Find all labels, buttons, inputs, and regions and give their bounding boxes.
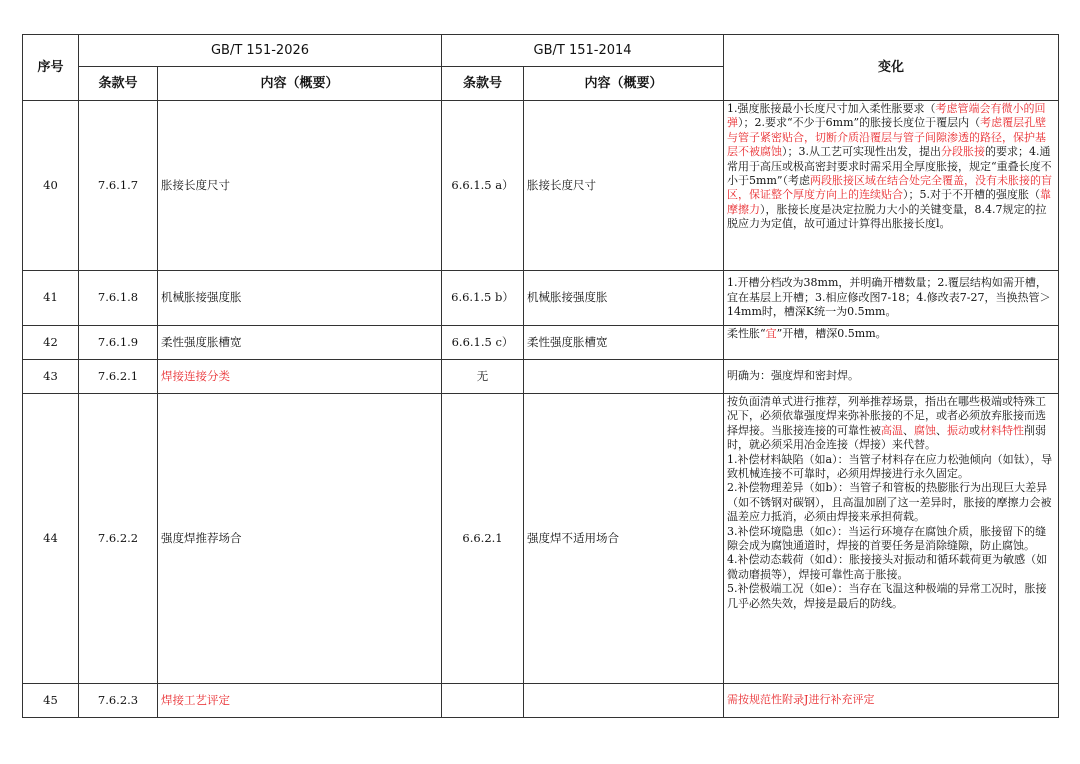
- change-text-segment: 明确为：强度焊和密封焊。: [727, 369, 860, 383]
- change-text-segment: 1.开槽分档改为38mm，并明确开槽数量；2.覆层结构如需开槽，宜在基层上开槽；3.相应修改图7-18；4.修改表7-27，当换热管＞14mm时，槽深K统一为0.5mm。: [727, 276, 1051, 319]
- row-old-clause: 6.6.1.5 a）: [442, 101, 524, 271]
- row-old-content: [524, 360, 724, 394]
- row-new-content: 机械胀接强度胀: [158, 271, 442, 326]
- change-text-segment: ）；5.对于不开槽的强度胀（: [903, 188, 1041, 202]
- change-text-segment: 腐蚀: [914, 423, 937, 437]
- row-new-content: 焊接工艺评定: [158, 684, 442, 718]
- table-row: [23, 360, 1059, 394]
- row-seq: 40: [23, 101, 79, 271]
- table-row: [23, 684, 1059, 718]
- change-text-segment: 5.补偿极端工况（如e）：当存在飞温这种极端的异常工况时，胀接几乎必然失效，焊接是最后的防线。: [727, 582, 1047, 610]
- row-new-clause: 7.6.2.2: [79, 394, 158, 684]
- row-old-content: 胀接长度尺寸: [524, 101, 724, 271]
- row-new-content: 强度焊推荐场合: [158, 394, 442, 684]
- row-old-clause: [442, 684, 524, 718]
- change-text-segment: 考虑管端会有微小的回弹: [727, 102, 1046, 130]
- header-old-standard: GB/T 151-2014: [442, 35, 724, 67]
- row-new-clause: 7.6.2.3: [79, 684, 158, 718]
- header-new-content: 内容（概要）: [158, 67, 442, 101]
- row-change: [724, 271, 1059, 326]
- change-text-segment: 分段胀接: [941, 145, 986, 159]
- change-text-segment: ）；3.从工艺可实现性出发，提出: [782, 145, 942, 159]
- header-change: 变化: [724, 35, 1059, 101]
- header-old-content: 内容（概要）: [524, 67, 724, 101]
- table-row: [23, 394, 1059, 684]
- row-new-content: 焊接连接分类: [158, 360, 442, 394]
- row-old-content: 机械胀接强度胀: [524, 271, 724, 326]
- change-text-segment: 靠摩擦力: [727, 188, 1052, 216]
- row-new-clause: 7.6.1.8: [79, 271, 158, 326]
- header-old-clause: 条款号: [442, 67, 524, 101]
- row-change: [724, 360, 1059, 394]
- row-new-clause: 7.6.1.9: [79, 326, 158, 360]
- change-text-segment: 材料特性: [980, 423, 1025, 437]
- change-text-segment: 的要求；4.通常用于高压或极高密封要求时需采用全厚度胀接，规定“重叠长度不小于5mm”（考虑: [727, 145, 1052, 188]
- change-text-segment: 振动: [947, 423, 970, 437]
- row-seq: 45: [23, 684, 79, 718]
- row-new-content: 柔性强度胀槽宽: [158, 326, 442, 360]
- row-old-content: [524, 684, 724, 718]
- table-row: [23, 271, 1059, 326]
- change-text-segment: 1.强度胀接最小长度尺寸加入柔性胀要求（: [727, 102, 936, 115]
- row-new-clause: 7.6.1.7: [79, 101, 158, 271]
- row-change: [724, 101, 1059, 271]
- change-text-segment: 高温: [881, 423, 904, 437]
- row-change: [724, 326, 1059, 360]
- row-old-content: 强度焊不适用场合: [524, 394, 724, 684]
- row-seq: 44: [23, 394, 79, 684]
- change-text-segment: 削弱时，就必须采用冶金连接（焊接）来代替。: [727, 423, 1047, 452]
- row-new-clause: 7.6.2.1: [79, 360, 158, 394]
- comparison-table: [22, 34, 1059, 718]
- row-new-content: 胀接长度尺寸: [158, 101, 442, 271]
- table-row: [23, 326, 1059, 360]
- change-text-segment: 按负面清单式进行推荐，列举推荐场景，指出在哪些极端或特殊工况下，必须依靠强度焊来弥补胀接的不足，或者必须放弃胀接而选择焊接。当胀接连接的可靠性被: [727, 395, 1047, 437]
- row-old-clause: 6.6.1.5 c）: [442, 326, 524, 360]
- row-seq: 43: [23, 360, 79, 394]
- row-seq: 42: [23, 326, 79, 360]
- row-seq: 41: [23, 271, 79, 326]
- change-text-segment: 或: [969, 423, 981, 437]
- row-old-clause: 无: [442, 360, 524, 394]
- change-text-segment: 、: [936, 423, 948, 437]
- change-text-segment: 3.补偿环境隐患（如c）：当运行环境存在腐蚀介质，胀接留下的缝隙会成为腐蚀通道时，焊接的首要任务是消除缝隙，防止腐蚀。: [727, 524, 1047, 553]
- header-new-clause: 条款号: [79, 67, 158, 101]
- change-text-segment: 两段胀接区域在结合处完全覆盖，没有未胀接的盲区，保证整个厚度方向上的连续贴合: [727, 174, 1053, 202]
- row-old-content: 柔性强度胀槽宽: [524, 326, 724, 360]
- change-text-segment: 宜: [765, 327, 777, 340]
- change-text-segment: ”开槽，槽深0.5mm。: [776, 327, 887, 340]
- change-text-segment: 2.补偿物理差异（如b）：当管子和管板的热膨胀行为出现巨大差异（如不锈钢对碳钢），且高温加剧了这一差异时，胀接的摩擦力会被温差应力抵消，必须由焊接来承担荷载。: [727, 481, 1052, 524]
- table-row: [23, 101, 1059, 271]
- change-text-segment: 柔性胀“: [727, 327, 766, 340]
- change-text-segment: 1.补偿材料缺陷（如a）：当管子材料存在应力松弛倾向（如钛），导致机械连接不可靠时，必须用焊接进行永久固定。: [727, 452, 1053, 481]
- change-text-segment: 考虑覆层孔壁与管子紧密贴合，切断介质沿覆层与管子间隙渗透的路径，保护基层不被腐蚀: [727, 116, 1047, 159]
- row-old-clause: 6.6.2.1: [442, 394, 524, 684]
- change-text-segment: 需按规范性附录J进行补充评定: [727, 693, 875, 707]
- row-change: [724, 394, 1059, 684]
- row-change: [724, 684, 1059, 718]
- header-new-standard: GB/T 151-2026: [79, 35, 442, 67]
- change-text-segment: 4.补偿动态载荷（如d）：胀接接头对振动和循环载荷更为敏感（如微动磨损等），焊接可靠性高于胀接。: [727, 553, 1048, 581]
- header-seq: 序号: [23, 35, 79, 101]
- change-text-segment: ），胀接长度是决定拉脱力大小的关键变量，8.4.7规定的拉脱应力为定值，故可通过计算得出胀接长度l。: [727, 202, 1047, 231]
- change-text-segment: ）；2.要求“不少于6mm”的胀接长度位于覆层内（: [738, 116, 981, 130]
- change-text-segment: 、: [903, 423, 915, 437]
- row-old-clause: 6.6.1.5 b）: [442, 271, 524, 326]
